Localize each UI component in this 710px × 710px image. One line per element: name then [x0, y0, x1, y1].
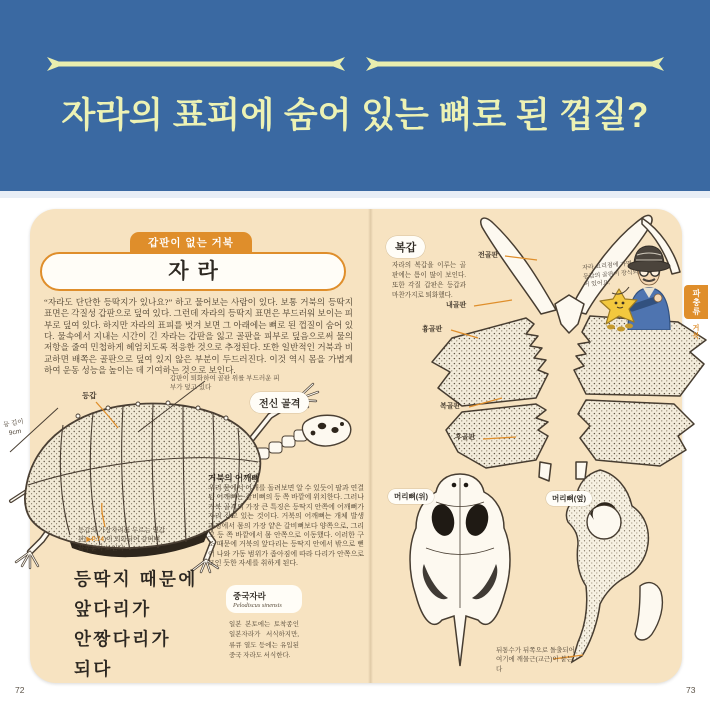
page-number-left: 72: [15, 685, 25, 695]
plastron-paragraph: 자라의 복갑을 이루는 골판에는 틈이 많이 보인다. 또한 각질 갑판은 등갑과 마찬가지로 퇴화했다.: [392, 262, 466, 299]
species-box: [226, 585, 302, 613]
shoulder-paragraph: 우리 몸에서 어깨를 돌려보면 알 수 있듯이 팔과 연결된 어깨뼈는 갈비뼈의 등 쪽 바깥에 위치한다. 그러나 거북 골격의 가장 큰 특징은 등딱지 안쪽에 어깨뼈가 자리 잡고 있는 것이다. 거북의 어깨뼈는 개체 발생 과정에서 몸의 가장 얕은 갈비뼈보다 양쪽으로, 그리고 등 쪽 바깥에서 몸 안쪽으로 이동했다. 이러한 구조 때문에 거북의 앞다리는 등딱지 안에서 밖으로 뻗어 나와 가동 범위가 좁아짐에 따라 다리가 안쪽으로 모인 듯한 자세를 취하게 된다.: [208, 484, 365, 567]
label-epiplastron: 전골판: [478, 252, 499, 259]
intro-paragraph: “자라도 단단한 등딱지가 있나요?” 하고 물어보는 사람이 있다. 보통 거북의 등딱지 표면은 각질성 갑판으로 덮여 있다. 그런데 자라의 등딱지 표면은 부드러워 보이는 피부로 덮여 있다. 하지만 자라의 표피를 벗겨 보면 그 아래에는 뼈로 된 껍질이 숨어 있다. 물속에서 지내는 시간이 긴 자라는 갑판을 잃고 골판을 피부로 덮음으로써 물의 저항을 줄여 민첩하게 헤엄치도록 적응한 것으로 추정된다. 또한 일반적인 거북과 비교하면 배쪽은 골판으로 덮여 있지 않은 부분이 두드러진다. 이것 역시 몸을 가볍게 하여 운동 성능을 높이는 데 기여하는 것으로 보인다.: [44, 297, 353, 376]
badge-full-skeleton: 전신 골격: [250, 392, 309, 413]
badge-plastron: 복갑: [386, 236, 425, 258]
species-name: 중국자라: [233, 591, 266, 601]
label-hypoplastron: 복골판: [440, 403, 461, 410]
species-latin-name: Pelodiscus sinensis: [233, 602, 282, 609]
note-occiput: 뒤통수가 뒤쪽으로 돌출되어 여기에 깨물근(교근)이 붙는다: [496, 647, 575, 673]
side-tab-reptile: 파충류: [684, 285, 708, 319]
label-entoplastron: 내골판: [446, 302, 467, 309]
badge-skull-side: 머리뼈(옆): [546, 491, 592, 506]
page-reference: ▶P.74: [86, 536, 104, 544]
headline-line: 등딱지 때문에: [74, 569, 198, 589]
chapter-tab: 갑판이 없는 거북: [130, 232, 252, 256]
species-paragraph: 일본 본토에는 토착종인 일본자라가 서식하지만, 류큐 열도 등에는 유입된 중국 자라도 서식한다.: [229, 621, 299, 659]
headline-line: 앞다리가: [74, 599, 152, 620]
note-carapace: 갑판이 퇴화하여 골판 위를 부드러운 피부가 덮고 있다: [170, 375, 280, 392]
headline-line: 되다: [74, 659, 113, 680]
headline-line: 안짱다리가: [74, 629, 172, 650]
section-title-box: [40, 252, 346, 291]
badge-skull-top: 머리뼈(위): [388, 489, 434, 504]
note-shell-edge: 등갑의 가장자리를 두르는 연갑판(▶P.74)이 퇴화되어 갈비뼈 끝부분이 보인다: [78, 527, 166, 553]
label-back-length: 등 길이 9cm: [2, 418, 25, 438]
label-carapace: 등갑: [82, 391, 97, 400]
label-xiphiplastron: 후골판: [455, 434, 476, 441]
section-title: 자라: [168, 260, 227, 283]
side-tab-turtle: 거북: [692, 324, 699, 340]
label-hyoplastron: 흉골판: [422, 326, 443, 333]
page-number-right: 73: [686, 685, 696, 695]
page-title: 자라의 표피에 숨어 있는 뼈로 된 껍질?: [61, 96, 649, 135]
shoulder-heading: 거북의 어깨뼈: [208, 473, 260, 483]
speech-bubble: 자라 요리점에 가면, 등갑의 골판이 장식되어 있어요.: [582, 261, 639, 289]
